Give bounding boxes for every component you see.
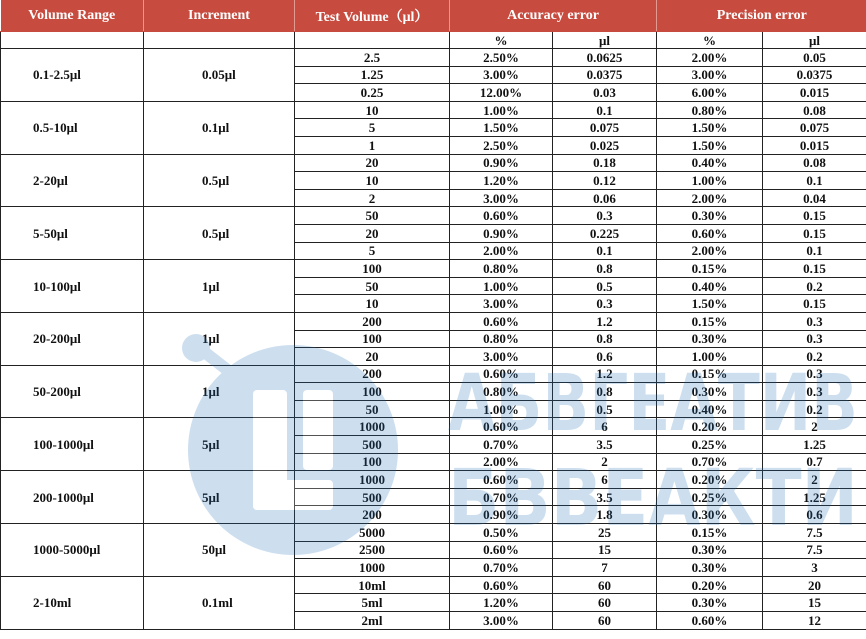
precision-ul-cell: 7.5 [763, 541, 866, 559]
precision-percent-cell: 0.30% [657, 330, 763, 348]
precision-ul-cell: 0.15 [763, 224, 866, 242]
test-volume-cell: 50 [295, 207, 450, 225]
test-volume-cell: 10 [295, 295, 450, 313]
accuracy-percent-cell: 1.20% [450, 594, 553, 612]
precision-percent-cell: 0.25% [657, 488, 763, 506]
header-increment: Increment [144, 0, 295, 32]
precision-percent-cell: 0.40% [657, 400, 763, 418]
accuracy-percent-cell: 0.60% [450, 541, 553, 559]
accuracy-percent-cell: 1.20% [450, 172, 553, 190]
precision-percent-cell: 1.00% [657, 172, 763, 190]
precision-ul-cell: 0.6 [763, 506, 866, 524]
table-row [1, 207, 866, 225]
accuracy-percent-cell: 2.00% [450, 453, 553, 471]
increment-cell: 0.5μl [144, 154, 295, 207]
precision-ul-cell: 2 [763, 471, 866, 489]
increment-cell: 0.05μl [144, 49, 295, 102]
accuracy-percent-cell: 3.00% [450, 612, 553, 630]
accuracy-percent-cell: 0.80% [450, 383, 553, 401]
accuracy-percent-cell: 0.60% [450, 576, 553, 594]
table-row [1, 49, 866, 67]
precision-ul-cell: 0.1 [763, 242, 866, 260]
accuracy-percent-cell: 2.50% [450, 136, 553, 154]
precision-ul-cell: 0.3 [763, 330, 866, 348]
accuracy-percent-cell: 0.60% [450, 471, 553, 489]
precision-percent-cell: 1.50% [657, 136, 763, 154]
precision-ul-cell: 0.3 [763, 383, 866, 401]
test-volume-cell: 1000 [295, 471, 450, 489]
precision-percent-cell: 0.20% [657, 418, 763, 436]
test-volume-cell: 500 [295, 488, 450, 506]
precision-ul-cell: 0.05 [763, 49, 866, 67]
accuracy-ul-cell: 3.5 [553, 488, 657, 506]
table-row [1, 576, 866, 594]
precision-percent-cell: 0.30% [657, 594, 763, 612]
accuracy-percent-cell: 0.70% [450, 436, 553, 454]
volume-range-cell: 2-20μl [1, 154, 144, 207]
volume-range-cell: 2-10ml [1, 576, 144, 629]
test-volume-cell: 10ml [295, 576, 450, 594]
header-accuracy-error: Accuracy error [450, 0, 657, 32]
precision-percent-cell: 1.50% [657, 119, 763, 137]
accuracy-percent-cell: 0.70% [450, 488, 553, 506]
increment-cell: 0.5μl [144, 207, 295, 260]
accuracy-ul-cell: 0.6 [553, 348, 657, 366]
test-volume-cell: 50 [295, 277, 450, 295]
accuracy-ul-cell: 1.2 [553, 312, 657, 330]
accuracy-percent-cell: 2.50% [450, 49, 553, 67]
test-volume-cell: 20 [295, 224, 450, 242]
accuracy-ul-cell: 0.025 [553, 136, 657, 154]
test-volume-cell: 1 [295, 136, 450, 154]
test-volume-cell: 0.25 [295, 84, 450, 102]
test-volume-cell: 10 [295, 172, 450, 190]
precision-percent-cell: 0.15% [657, 524, 763, 542]
header-volume-range: Volume Range [1, 0, 144, 32]
accuracy-percent-cell: 0.60% [450, 207, 553, 225]
accuracy-ul-cell: 0.3 [553, 207, 657, 225]
precision-ul-cell: 0.15 [763, 207, 866, 225]
test-volume-cell: 100 [295, 383, 450, 401]
unit-accuracy-percent: % [450, 32, 553, 49]
units-empty-cell [144, 32, 295, 49]
precision-ul-cell: 0.015 [763, 84, 866, 102]
accuracy-percent-cell: 3.00% [450, 66, 553, 84]
accuracy-percent-cell: 1.00% [450, 101, 553, 119]
precision-percent-cell: 0.40% [657, 154, 763, 172]
precision-ul-cell: 3 [763, 559, 866, 577]
precision-ul-cell: 0.2 [763, 400, 866, 418]
volume-range-cell: 100-1000μl [1, 418, 144, 471]
accuracy-ul-cell: 3.5 [553, 436, 657, 454]
accuracy-percent-cell: 1.50% [450, 119, 553, 137]
table-row [1, 312, 866, 330]
test-volume-cell: 100 [295, 330, 450, 348]
precision-percent-cell: 0.20% [657, 471, 763, 489]
header-precision-error: Precision error [657, 0, 866, 32]
accuracy-ul-cell: 2 [553, 453, 657, 471]
precision-percent-cell: 2.00% [657, 189, 763, 207]
accuracy-ul-cell: 0.5 [553, 277, 657, 295]
accuracy-ul-cell: 60 [553, 594, 657, 612]
accuracy-ul-cell: 0.225 [553, 224, 657, 242]
accuracy-percent-cell: 0.50% [450, 524, 553, 542]
table-row [1, 365, 866, 383]
precision-percent-cell: 0.15% [657, 365, 763, 383]
test-volume-cell: 100 [295, 453, 450, 471]
test-volume-cell: 100 [295, 260, 450, 278]
accuracy-ul-cell: 15 [553, 541, 657, 559]
accuracy-percent-cell: 3.00% [450, 189, 553, 207]
increment-cell: 1μl [144, 365, 295, 418]
precision-ul-cell: 0.015 [763, 136, 866, 154]
accuracy-ul-cell: 0.0625 [553, 49, 657, 67]
test-volume-cell: 2 [295, 189, 450, 207]
accuracy-percent-cell: 0.90% [450, 224, 553, 242]
increment-cell: 5μl [144, 418, 295, 471]
accuracy-percent-cell: 0.90% [450, 506, 553, 524]
accuracy-ul-cell: 60 [553, 576, 657, 594]
precision-percent-cell: 0.80% [657, 101, 763, 119]
volume-range-cell: 200-1000μl [1, 471, 144, 524]
accuracy-percent-cell: 12.00% [450, 84, 553, 102]
increment-cell: 50μl [144, 524, 295, 577]
precision-ul-cell: 0.15 [763, 260, 866, 278]
precision-ul-cell: 0.15 [763, 295, 866, 313]
precision-percent-cell: 0.15% [657, 312, 763, 330]
precision-ul-cell: 0.2 [763, 277, 866, 295]
unit-accuracy-ul: μl [553, 32, 657, 49]
increment-cell: 1μl [144, 312, 295, 365]
test-volume-cell: 20 [295, 154, 450, 172]
volume-range-cell: 0.5-10μl [1, 101, 144, 154]
accuracy-percent-cell: 0.70% [450, 559, 553, 577]
accuracy-ul-cell: 0.075 [553, 119, 657, 137]
accuracy-percent-cell: 0.60% [450, 365, 553, 383]
test-volume-cell: 5ml [295, 594, 450, 612]
accuracy-ul-cell: 0.12 [553, 172, 657, 190]
accuracy-ul-cell: 1.2 [553, 365, 657, 383]
volume-range-cell: 10-100μl [1, 260, 144, 313]
volume-range-cell: 1000-5000μl [1, 524, 144, 577]
test-volume-cell: 1000 [295, 559, 450, 577]
header-test-volume: Test Volume（μl） [295, 0, 450, 32]
test-volume-cell: 5000 [295, 524, 450, 542]
accuracy-ul-cell: 6 [553, 471, 657, 489]
volume-range-cell: 20-200μl [1, 312, 144, 365]
accuracy-percent-cell: 0.60% [450, 312, 553, 330]
precision-percent-cell: 2.00% [657, 49, 763, 67]
precision-ul-cell: 0.0375 [763, 66, 866, 84]
test-volume-cell: 50 [295, 400, 450, 418]
accuracy-percent-cell: 2.00% [450, 242, 553, 260]
units-empty-cell [295, 32, 450, 49]
accuracy-percent-cell: 0.80% [450, 260, 553, 278]
accuracy-ul-cell: 0.18 [553, 154, 657, 172]
precision-ul-cell: 0.7 [763, 453, 866, 471]
accuracy-ul-cell: 0.8 [553, 260, 657, 278]
precision-percent-cell: 0.30% [657, 383, 763, 401]
accuracy-ul-cell: 0.8 [553, 330, 657, 348]
units-row [1, 32, 866, 49]
accuracy-percent-cell: 0.80% [450, 330, 553, 348]
table-row [1, 101, 866, 119]
test-volume-cell: 1000 [295, 418, 450, 436]
table-row [1, 418, 866, 436]
accuracy-ul-cell: 60 [553, 612, 657, 630]
accuracy-ul-cell: 0.1 [553, 242, 657, 260]
precision-ul-cell: 0.08 [763, 101, 866, 119]
precision-ul-cell: 0.1 [763, 172, 866, 190]
precision-percent-cell: 0.60% [657, 612, 763, 630]
test-volume-cell: 200 [295, 506, 450, 524]
table-row [1, 471, 866, 489]
precision-ul-cell: 20 [763, 576, 866, 594]
precision-percent-cell: 1.00% [657, 348, 763, 366]
precision-percent-cell: 0.30% [657, 207, 763, 225]
table-row [1, 154, 866, 172]
accuracy-ul-cell: 0.3 [553, 295, 657, 313]
watermark-text-line2: БВВЕАКТИ [448, 454, 858, 544]
test-volume-cell: 2.5 [295, 49, 450, 67]
precision-percent-cell: 0.15% [657, 260, 763, 278]
accuracy-percent-cell: 1.00% [450, 277, 553, 295]
precision-percent-cell: 0.20% [657, 576, 763, 594]
volume-range-cell: 0.1-2.5μl [1, 49, 144, 102]
precision-percent-cell: 0.25% [657, 436, 763, 454]
precision-ul-cell: 1.25 [763, 488, 866, 506]
precision-percent-cell: 0.60% [657, 224, 763, 242]
test-volume-cell: 200 [295, 365, 450, 383]
test-volume-cell: 200 [295, 312, 450, 330]
unit-precision-percent: % [657, 32, 763, 49]
accuracy-percent-cell: 0.60% [450, 418, 553, 436]
accuracy-percent-cell: 3.00% [450, 348, 553, 366]
accuracy-ul-cell: 0.1 [553, 101, 657, 119]
precision-ul-cell: 1.25 [763, 436, 866, 454]
table-row [1, 524, 866, 542]
test-volume-cell: 5 [295, 242, 450, 260]
units-empty-cell [1, 32, 144, 49]
header-row [1, 0, 866, 32]
precision-percent-cell: 2.00% [657, 242, 763, 260]
watermark-text-line1: АБВГЕАТИВ [448, 359, 858, 449]
precision-ul-cell: 0.04 [763, 189, 866, 207]
precision-ul-cell: 15 [763, 594, 866, 612]
accuracy-percent-cell: 1.00% [450, 400, 553, 418]
accuracy-percent-cell: 0.90% [450, 154, 553, 172]
precision-percent-cell: 0.30% [657, 559, 763, 577]
accuracy-ul-cell: 1.8 [553, 506, 657, 524]
precision-ul-cell: 0.3 [763, 312, 866, 330]
accuracy-ul-cell: 0.5 [553, 400, 657, 418]
test-volume-cell: 20 [295, 348, 450, 366]
accuracy-ul-cell: 0.03 [553, 84, 657, 102]
precision-percent-cell: 0.30% [657, 506, 763, 524]
test-volume-cell: 2ml [295, 612, 450, 630]
increment-cell: 0.1ml [144, 576, 295, 629]
test-volume-cell: 1.25 [295, 66, 450, 84]
precision-ul-cell: 12 [763, 612, 866, 630]
increment-cell: 0.1μl [144, 101, 295, 154]
test-volume-cell: 5 [295, 119, 450, 137]
precision-ul-cell: 0.075 [763, 119, 866, 137]
precision-ul-cell: 2 [763, 418, 866, 436]
precision-percent-cell: 0.30% [657, 541, 763, 559]
volume-range-cell: 50-200μl [1, 365, 144, 418]
accuracy-ul-cell: 6 [553, 418, 657, 436]
precision-ul-cell: 0.3 [763, 365, 866, 383]
test-volume-cell: 10 [295, 101, 450, 119]
accuracy-ul-cell: 0.0375 [553, 66, 657, 84]
unit-precision-ul: μl [763, 32, 866, 49]
accuracy-ul-cell: 0.06 [553, 189, 657, 207]
test-volume-cell: 2500 [295, 541, 450, 559]
precision-percent-cell: 0.40% [657, 277, 763, 295]
precision-ul-cell: 0.08 [763, 154, 866, 172]
increment-cell: 5μl [144, 471, 295, 524]
precision-ul-cell: 7.5 [763, 524, 866, 542]
precision-ul-cell: 0.2 [763, 348, 866, 366]
precision-percent-cell: 0.70% [657, 453, 763, 471]
accuracy-ul-cell: 7 [553, 559, 657, 577]
increment-cell: 1μl [144, 260, 295, 313]
test-volume-cell: 500 [295, 436, 450, 454]
precision-percent-cell: 6.00% [657, 84, 763, 102]
accuracy-percent-cell: 3.00% [450, 295, 553, 313]
accuracy-ul-cell: 25 [553, 524, 657, 542]
precision-percent-cell: 3.00% [657, 66, 763, 84]
table-row [1, 260, 866, 278]
volume-range-cell: 5-50μl [1, 207, 144, 260]
precision-percent-cell: 1.50% [657, 295, 763, 313]
accuracy-ul-cell: 0.8 [553, 383, 657, 401]
